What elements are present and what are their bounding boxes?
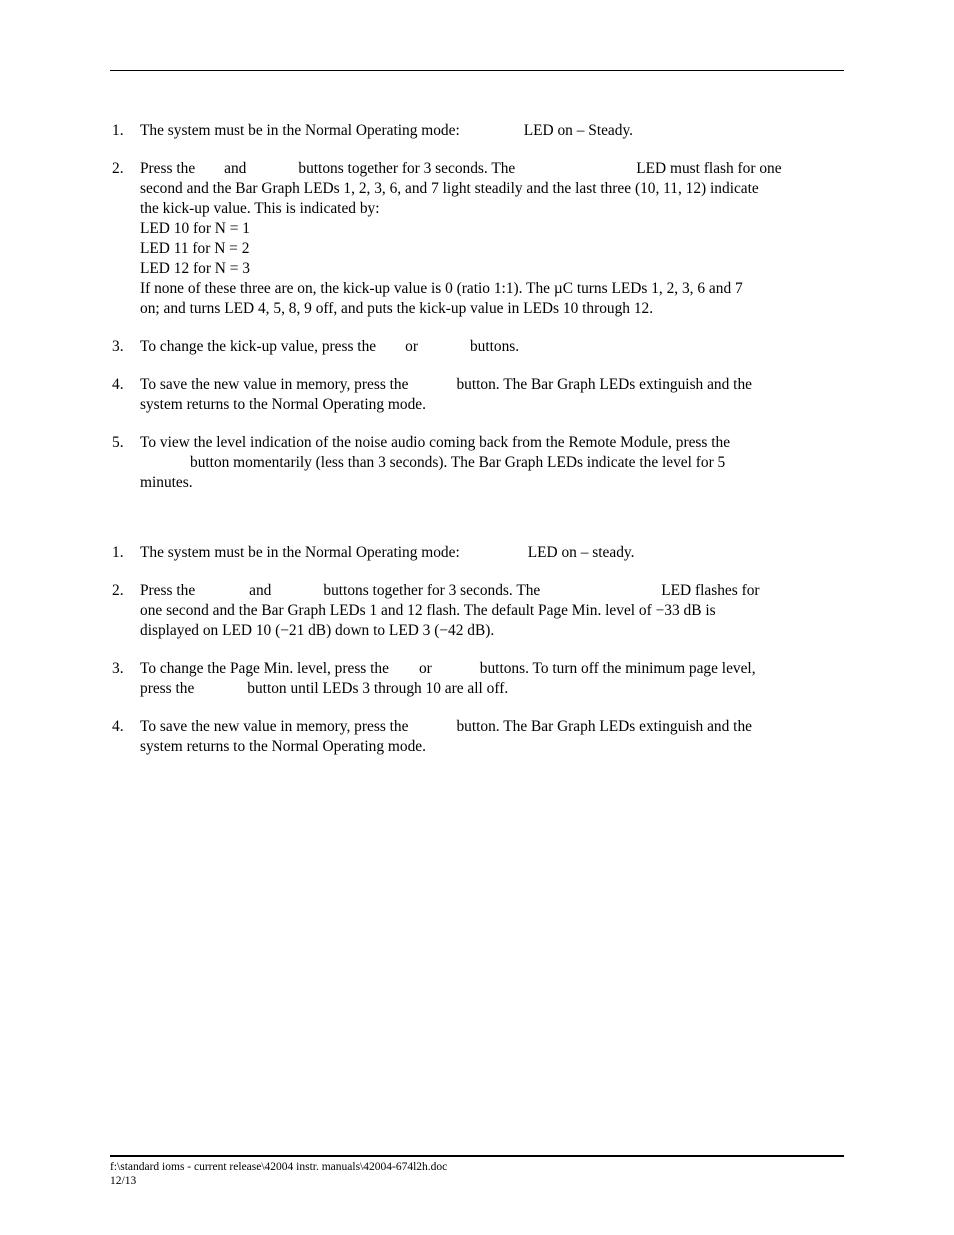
step-2	[110, 159, 850, 319]
step-1	[110, 543, 850, 563]
step-line: displayed on LED 10 (−21 dB) down to LED 3 (−42 dB).	[140, 622, 495, 639]
step-4	[110, 375, 850, 415]
step-line	[140, 581, 850, 601]
step-line	[140, 543, 850, 563]
step-number: 2.	[112, 582, 124, 599]
step-3	[110, 659, 850, 699]
text-segment: LED on – steady.	[527, 544, 635, 561]
step-number: 4.	[112, 718, 124, 735]
text-segment: or	[405, 338, 418, 355]
step-4	[110, 717, 850, 757]
text-segment: Press the	[140, 582, 196, 599]
step-line	[140, 717, 850, 737]
text-segment: or	[418, 660, 432, 677]
step-line	[140, 121, 850, 141]
text-segment: button until LEDs 3 through 10 are all off.	[247, 680, 509, 697]
step-line: LED 10 for N = 1	[140, 220, 250, 237]
step-line: one second and the Bar Graph LEDs 1 and 12 flash. The default Page Min. level of −33 dB is	[140, 602, 716, 619]
step-line: system returns to the Normal Operating mode.	[140, 738, 426, 755]
step-number: 2.	[112, 160, 124, 177]
step-5	[110, 433, 850, 493]
step-line: If none of these three are on, the kick-up value is 0 (ratio 1:1). The µC turns LEDs 1, 2, 3, 6 and 7	[140, 280, 743, 297]
header-rule	[110, 70, 844, 71]
text-segment: and	[224, 160, 247, 177]
text-segment: The system must be in the Normal Operating mode:	[140, 122, 460, 139]
step-1	[110, 121, 850, 141]
text-segment: To change the Page Min. level, press the	[140, 660, 389, 677]
step-line: on; and turns LED 4, 5, 8, 9 off, and puts the kick-up value in LEDs 10 through 12.	[140, 300, 654, 317]
step-line: To view the level indication of the noise audio coming back from the Remote Module, press the	[140, 434, 731, 451]
text-segment: and	[249, 582, 272, 599]
text-segment: buttons together for 3 seconds. The	[298, 160, 516, 177]
text-segment: To save the new value in memory, press the	[140, 376, 409, 393]
step-line: LED 11 for N = 2	[140, 240, 250, 257]
step-line	[140, 375, 850, 395]
step-line	[140, 337, 850, 357]
step-line: minutes.	[140, 474, 193, 491]
step-number: 5.	[112, 434, 124, 451]
step-number: 1.	[112, 122, 124, 139]
text-segment: button momentarily (less than 3 seconds). The Bar Graph LEDs indicate the level for 5	[190, 454, 726, 471]
step-number: 3.	[112, 338, 124, 355]
step-line	[140, 679, 850, 699]
text-segment: buttons.	[469, 338, 520, 355]
step-3	[110, 337, 850, 357]
text-segment: To change the kick-up value, press the	[140, 338, 377, 355]
text-segment: buttons together for 3 seconds. The	[323, 582, 541, 599]
step-line	[140, 659, 850, 679]
footer	[110, 1160, 447, 1188]
page-min-procedure	[110, 543, 850, 775]
step-number: 1.	[112, 544, 124, 561]
text-segment: To save the new value in memory, press the	[140, 718, 409, 735]
document-date: 12/13	[110, 1175, 137, 1187]
text-segment: button. The Bar Graph LEDs extinguish and the	[456, 718, 752, 735]
step-line: LED 12 for N = 3	[140, 260, 250, 277]
step-line	[140, 159, 850, 179]
text-segment: buttons. To turn off the minimum page level,	[479, 660, 756, 677]
text-segment: Press the	[140, 160, 196, 177]
step-line: the kick-up value. This is indicated by:	[140, 200, 380, 217]
step-2	[110, 581, 850, 641]
text-segment: LED must flash for one	[636, 160, 782, 177]
kick-up-procedure	[110, 121, 850, 511]
text-segment: LED on – Steady.	[523, 122, 634, 139]
step-number: 3.	[112, 660, 124, 677]
text-segment: The system must be in the Normal Operating mode:	[140, 544, 460, 561]
footer-rule	[110, 1155, 844, 1157]
text-segment: LED flashes for	[661, 582, 760, 599]
text-segment: press the	[140, 680, 195, 697]
step-line	[140, 453, 850, 473]
document-path: f:\standard ioms - current release\42004 instr. manuals\42004-674l2h.doc	[110, 1161, 448, 1173]
step-line: second and the Bar Graph LEDs 1, 2, 3, 6, and 7 light steadily and the last three (10, 11, 12) indicate	[140, 180, 759, 197]
step-number: 4.	[112, 376, 124, 393]
step-line: system returns to the Normal Operating mode.	[140, 396, 426, 413]
text-segment: button. The Bar Graph LEDs extinguish and the	[456, 376, 752, 393]
